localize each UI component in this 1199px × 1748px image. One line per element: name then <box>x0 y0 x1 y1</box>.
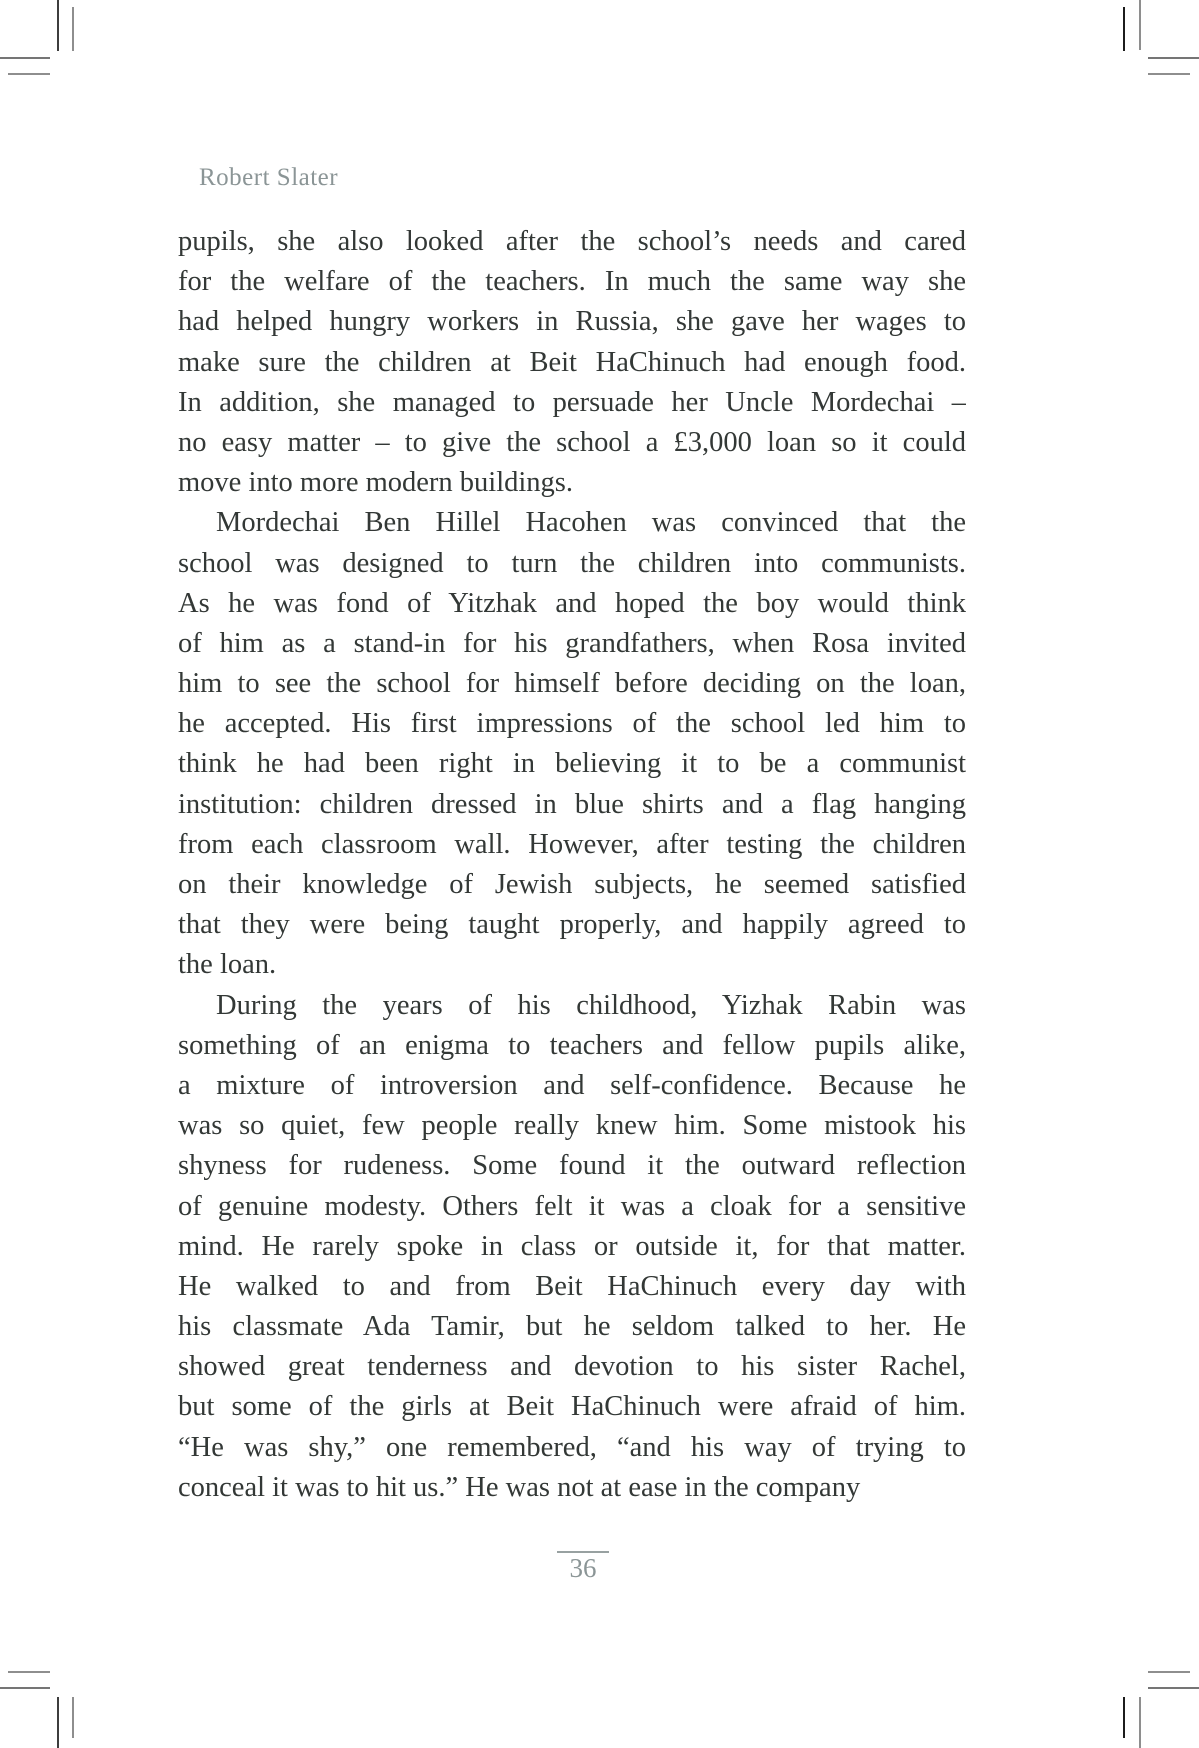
text-line: make sure the children at Beit HaChinuch had enough food. <box>178 346 966 378</box>
crop-mark-bottom-left-horizontal-1 <box>8 1671 50 1673</box>
crop-mark-bottom-right-vertical-1 <box>1123 1697 1125 1738</box>
text-line: he accepted. His first impressions of the school led him to <box>178 708 966 740</box>
crop-mark-top-left-horizontal-1 <box>0 57 50 59</box>
text-line: think he had been right in believing it to be a communist <box>178 748 966 780</box>
text-line: the loan. <box>178 949 277 981</box>
text-line: him to see the school for himself before deciding on the loan, <box>178 668 966 700</box>
text-line: had helped hungry workers in Russia, she gave her wages to <box>178 306 966 338</box>
text-line: on their knowledge of Jewish subjects, he seemed satisfied <box>178 869 966 900</box>
text-line: “He was shy,” one remembered, “and his way of trying to <box>178 1431 966 1463</box>
text-line: shyness for rudeness. Some found it the outward reflection <box>178 1150 966 1182</box>
paragraph <box>178 503 966 985</box>
crop-mark-top-left-vertical-2 <box>72 7 74 51</box>
text-line: mind. He rarely spoke in class or outside it, for that matter. <box>178 1230 966 1262</box>
text-line: As he was fond of Yitzhak and hoped the boy would think <box>178 587 966 619</box>
text-line: from each classroom wall. However, after testing the children <box>178 828 966 860</box>
text-line: of him as a stand-in for his grandfathers, when Rosa invited <box>178 627 966 659</box>
body-text <box>178 222 966 1508</box>
text-line: that they were being taught properly, and happily agreed to <box>178 909 966 941</box>
text-line: for the welfare of the teachers. In much the same way she <box>178 266 966 298</box>
text-line: showed great tenderness and devotion to his sister Rachel, <box>178 1351 966 1383</box>
page-number: 36 <box>569 1553 597 1583</box>
crop-mark-bottom-left-horizontal-2 <box>0 1687 50 1689</box>
text-line: no easy matter – to give the school a £3,000 loan so it could <box>178 426 966 458</box>
crop-mark-bottom-right-vertical-2 <box>1139 1697 1141 1748</box>
crop-mark-bottom-right-horizontal-1 <box>1148 1671 1190 1673</box>
crop-mark-top-left-vertical-1 <box>57 0 59 51</box>
crop-mark-top-right-horizontal-2 <box>1148 73 1190 75</box>
text-line: of genuine modesty. Others felt it was a cloak for a sensitive <box>178 1190 966 1222</box>
crop-mark-top-left-horizontal-2 <box>8 73 50 75</box>
text-line: conceal it was to hit us.” He was not at ease in the company <box>178 1471 861 1503</box>
text-line: was so quiet, few people really knew him. Some mistook his <box>178 1110 966 1142</box>
crop-mark-top-right-vertical-2 <box>1139 0 1141 50</box>
text-line: institution: children dressed in blue shirts and a flag hanging <box>178 788 966 820</box>
crop-mark-bottom-left-vertical-1 <box>57 1697 59 1748</box>
text-line: Mordechai Ben Hillel Hacohen was convinced that the <box>216 507 966 539</box>
text-line: his classmate Ada Tamir, but he seldom talked to her. He <box>178 1311 966 1343</box>
crop-mark-top-right-vertical-1 <box>1123 7 1125 51</box>
page-number-block <box>557 1551 609 1582</box>
paragraph <box>178 986 966 1508</box>
crop-mark-bottom-right-horizontal-2 <box>1148 1687 1199 1689</box>
paragraph <box>178 222 966 503</box>
text-line: During the years of his childhood, Yizhak Rabin was <box>216 989 966 1021</box>
text-line: school was designed to turn the children into communists. <box>178 547 966 579</box>
text-line: a mixture of introversion and self-confidence. Because he <box>178 1069 966 1101</box>
text-line: He walked to and from Beit HaChinuch every day with <box>178 1270 966 1302</box>
text-line: something of an enigma to teachers and fellow pupils alike, <box>178 1029 966 1061</box>
text-line: move into more modern buildings. <box>178 467 573 499</box>
crop-mark-top-right-horizontal-1 <box>1148 57 1199 59</box>
text-line: pupils, she also looked after the school’s needs and cared <box>178 226 966 257</box>
crop-mark-bottom-left-vertical-2 <box>72 1697 74 1738</box>
text-line: In addition, she managed to persuade her Uncle Mordechai – <box>178 386 966 418</box>
text-line: but some of the girls at Beit HaChinuch were afraid of him. <box>178 1391 966 1423</box>
running-header: Robert Slater <box>199 164 339 191</box>
